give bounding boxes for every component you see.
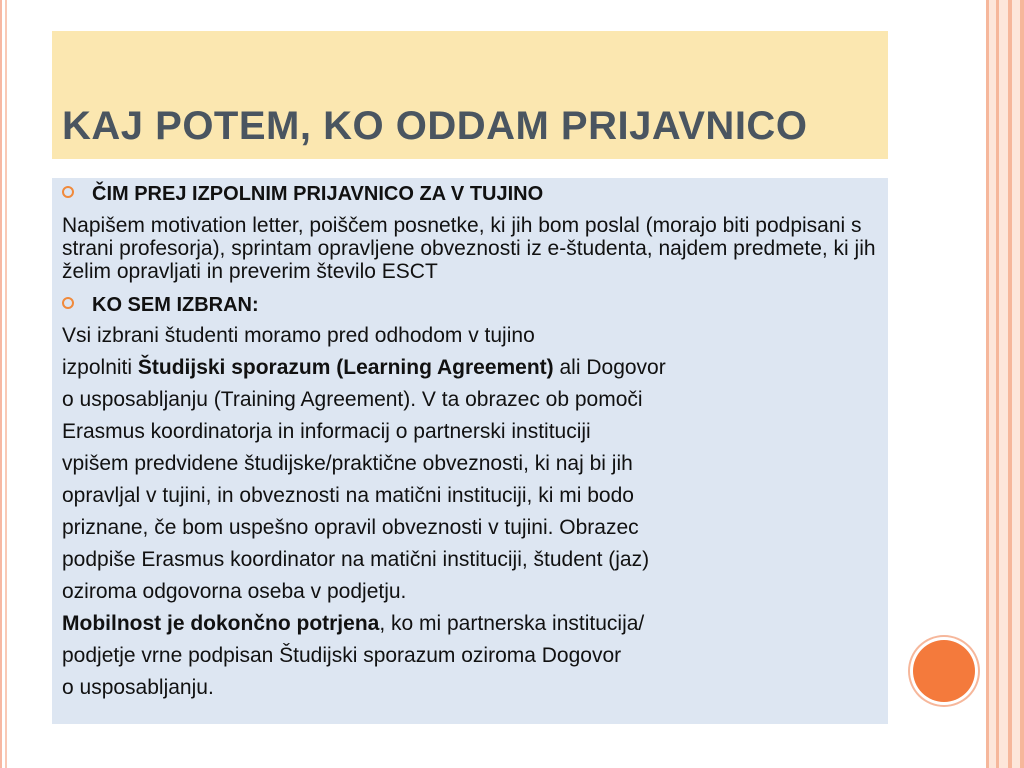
body-line xyxy=(62,612,644,636)
body-line: priznane, če bom uspešno opravil obveznosti v tujini. Obrazec xyxy=(62,516,639,539)
body-line: o usposabljanju (Training Agreement). V ta obrazec ob pomoči xyxy=(62,388,643,411)
body-text: , ko mi partnerska institucija/ xyxy=(379,612,645,635)
bullet-body-1: Napišem motivation letter, poiščem posnetke, ki jih bom poslal (morajo biti podpisani s strani profesorja), sprintam opravljene obveznosti iz e-študenta, najdem predmete, ki jih želim opravljati in preverim število ESCT xyxy=(62,214,876,283)
title-box xyxy=(52,31,888,159)
body-line: Erasmus koordinatorja in informacij o partnerski instituciji xyxy=(62,420,591,443)
body-line: Vsi izbrani študenti moramo pred odhodom v tujino xyxy=(62,324,535,347)
decorative-stripes xyxy=(980,0,1024,768)
body-line: oziroma odgovorna oseba v podjetju. xyxy=(62,580,407,603)
content-box xyxy=(52,178,888,724)
bullet-heading-1: ČIM PREJ IZPOLNIM PRIJAVNICO ZA V TUJINO xyxy=(92,183,544,205)
body-text: ali Dogovor xyxy=(553,356,666,379)
body-line: podjetje vrne podpisan Študijski sporazum oziroma Dogovor xyxy=(62,644,622,667)
bullet-circle-icon xyxy=(62,297,74,309)
bullet-heading-2: KO SEM IZBRAN: xyxy=(92,294,259,316)
bullet-circle-icon xyxy=(62,186,74,198)
learning-agreement-bold: Študijski sporazum (Learning Agreement) xyxy=(137,356,554,379)
mobility-confirmed-bold: Mobilnost je dokončno potrjena xyxy=(62,612,380,635)
orange-circle-decoration xyxy=(913,640,975,702)
body-line: o usposabljanju. xyxy=(62,676,214,699)
body-line: podpiše Erasmus koordinator na matični instituciji, študent (jaz) xyxy=(62,548,650,571)
body-line xyxy=(62,356,666,380)
body-line: opravljal v tujini, in obveznosti na matični instituciji, ki mi bodo xyxy=(62,484,634,507)
slide-title: KAJ POTEM, KO ODDAM PRIJAVNICO xyxy=(62,104,808,148)
body-text: izpolniti xyxy=(62,356,138,379)
left-border xyxy=(0,0,12,768)
body-line: vpišem predvidene študijske/praktične obveznosti, ki naj bi jih xyxy=(62,452,633,475)
